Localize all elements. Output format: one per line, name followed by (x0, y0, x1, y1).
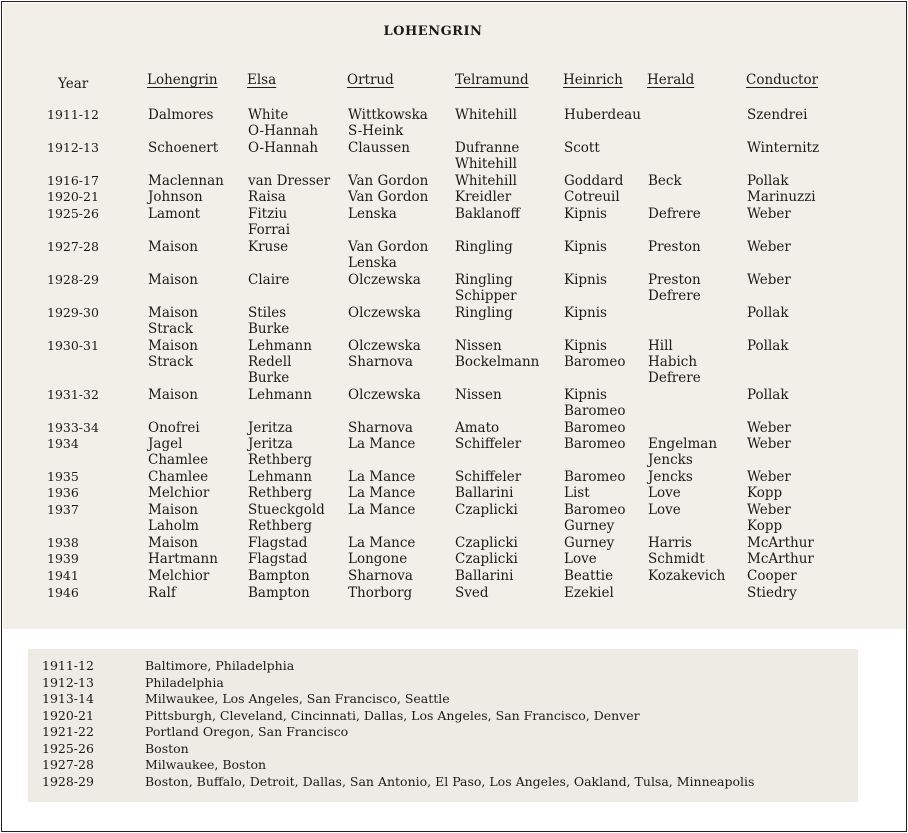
cell-herald: Jencks (648, 469, 693, 485)
table-row (3, 272, 903, 288)
cell-year: 1934 (47, 436, 79, 451)
cell-conductor: Pollak (747, 305, 789, 321)
cell-herald: Preston (648, 272, 701, 288)
cell-herald: Preston (648, 239, 701, 255)
cell-ortrud: La Mance (348, 535, 416, 551)
cell-telramund: Nissen (455, 338, 502, 354)
cell-year: 1911-12 (47, 107, 99, 122)
cell-heinrich: Cotreuil (564, 189, 620, 205)
tour-year: 1921-22 (42, 724, 94, 739)
tour-cities: Portland Oregon, San Francisco (145, 724, 349, 739)
cell-heinrich: Baromeo (564, 502, 626, 518)
table-row (3, 585, 903, 601)
cell-lohengrin: Maison (148, 305, 198, 321)
cell-year: 1939 (47, 551, 79, 566)
cell-heinrich: Kipnis (564, 206, 607, 222)
cell-lohengrin: Maison (148, 535, 198, 551)
cell-heinrich: Beattie (564, 568, 614, 584)
table-row (3, 420, 903, 436)
cell-telramund: Whitehill (455, 156, 517, 172)
table-row (3, 387, 903, 403)
cell-year: 1936 (47, 485, 79, 500)
cell-conductor: Pollak (747, 173, 789, 189)
table-row (3, 255, 903, 271)
cell-ortrud: S-Heink (348, 123, 404, 139)
cell-heinrich: Baromeo (564, 403, 626, 419)
cell-lohengrin: Maclennan (148, 173, 224, 189)
cell-year: 1925-26 (47, 206, 99, 221)
cell-herald: Engelman (648, 436, 718, 452)
cell-telramund: Kreidler (455, 189, 512, 205)
cell-lohengrin: Onofrei (148, 420, 200, 436)
table-row (3, 206, 903, 222)
header-herald: Herald (647, 72, 695, 88)
cell-ortrud: Olczewska (348, 338, 421, 354)
header-elsa: Elsa (247, 72, 277, 88)
tour-year: 1927-28 (42, 757, 94, 772)
cell-telramund: Ringling (455, 305, 513, 321)
cell-ortrud: Longone (348, 551, 408, 567)
cell-year: 1938 (47, 535, 79, 550)
cell-telramund: Bockelmann (455, 354, 540, 370)
cell-heinrich: Baromeo (564, 420, 626, 436)
table-row (3, 288, 903, 304)
cell-herald: Defrere (648, 288, 701, 304)
table-row (3, 305, 903, 321)
cell-ortrud: Thorborg (348, 585, 413, 601)
table-row (3, 140, 903, 156)
table-row (3, 338, 903, 354)
tour-row (28, 724, 858, 740)
cell-telramund: Nissen (455, 387, 502, 403)
cell-elsa: Burke (248, 370, 290, 386)
table-row (3, 123, 903, 139)
tour-cities: Pittsburgh, Cleveland, Cincinnati, Dallas, Los Angeles, San Francisco, Denver (145, 707, 640, 723)
cell-lohengrin: Ralf (148, 585, 176, 601)
cell-conductor: Weber (747, 420, 791, 436)
tour-row (28, 691, 858, 707)
cell-conductor: McArthur (747, 551, 814, 567)
cell-heinrich: Goddard (564, 173, 624, 189)
cell-herald: Habich (648, 354, 698, 370)
cell-year: 1933-34 (47, 420, 99, 435)
cell-herald: Beck (648, 173, 682, 189)
cell-elsa: Forrai (248, 222, 291, 238)
cell-herald: Kozakevich (648, 568, 726, 584)
cell-ortrud: Sharnova (348, 354, 413, 370)
table-row (3, 403, 903, 419)
cell-ortrud: Olczewska (348, 387, 421, 403)
cell-lohengrin: Chamlee (148, 469, 209, 485)
cell-conductor: McArthur (747, 535, 814, 551)
cell-ortrud: La Mance (348, 436, 416, 452)
cell-elsa: Rethberg (248, 485, 312, 501)
header-heinrich: Heinrich (563, 72, 623, 88)
cell-telramund: Dufranne (455, 140, 520, 156)
cell-herald: Schmidt (648, 551, 705, 567)
cell-year: 1935 (47, 469, 79, 484)
cell-telramund: Schipper (455, 288, 517, 304)
cell-ortrud: Van Gordon (348, 239, 429, 255)
tour-row (28, 658, 858, 674)
cell-year: 1937 (47, 502, 79, 517)
table-row (3, 321, 903, 337)
cell-elsa: Redell (248, 354, 292, 370)
cell-lohengrin: Johnson (148, 189, 203, 205)
cell-year: 1912-13 (47, 140, 99, 155)
header-ortrud: Ortrud (347, 72, 394, 88)
cell-lohengrin: Strack (148, 354, 193, 370)
cell-lohengrin: Maison (148, 387, 198, 403)
cell-conductor: Pollak (747, 338, 789, 354)
cell-elsa: Burke (248, 321, 290, 337)
cell-elsa: Bampton (248, 585, 310, 601)
header-lohengrin: Lohengrin (147, 72, 218, 88)
table-row (3, 354, 903, 370)
cell-conductor: Weber (747, 206, 791, 222)
cell-year: 1929-30 (47, 305, 99, 320)
cell-lohengrin: Maison (148, 239, 198, 255)
cell-telramund: Ringling (455, 272, 513, 288)
cell-conductor: Weber (747, 436, 791, 452)
cell-heinrich: Kipnis (564, 239, 607, 255)
cell-ortrud: La Mance (348, 485, 416, 501)
cell-ortrud: Sharnova (348, 420, 413, 436)
table-row (3, 436, 903, 452)
cell-conductor: Pollak (747, 387, 789, 403)
cell-heinrich: Kipnis (564, 338, 607, 354)
cell-ortrud: Van Gordon (348, 189, 429, 205)
table-row (3, 239, 903, 255)
cell-herald: Love (648, 502, 681, 518)
cell-elsa: Fitziu (248, 206, 288, 222)
cell-lohengrin: Maison (148, 338, 198, 354)
cell-lohengrin: Melchior (148, 568, 210, 584)
cell-conductor: Weber (747, 469, 791, 485)
table-row (3, 568, 903, 584)
cell-elsa: Claire (248, 272, 290, 288)
tour-row (28, 675, 858, 691)
cell-elsa: Lehmann (248, 387, 312, 403)
table-row (3, 485, 903, 501)
tour-row (28, 774, 858, 790)
cell-year: 1931-32 (47, 387, 99, 402)
header-conductor: Conductor (746, 72, 819, 88)
cell-telramund: Amato (455, 420, 500, 436)
cell-year: 1927-28 (47, 239, 99, 254)
cell-elsa: Bampton (248, 568, 310, 584)
tour-cities: Boston (145, 740, 189, 756)
cell-heinrich: Huberdeau (564, 107, 641, 123)
cell-ortrud: Van Gordon (348, 173, 429, 189)
tour-cities: Baltimore, Philadelphia (145, 658, 295, 673)
cell-conductor: Winternitz (747, 140, 820, 156)
cell-heinrich: Baromeo (564, 436, 626, 452)
table-row (3, 502, 903, 518)
cell-elsa: Jeritza (248, 420, 293, 436)
cell-telramund: Czaplicki (455, 502, 518, 518)
header-telramund: Telramund (455, 72, 529, 88)
table-row (3, 535, 903, 551)
cell-year: 1930-31 (47, 338, 99, 353)
cell-telramund: Ballarini (455, 568, 514, 584)
tour-cities: Philadelphia (145, 674, 224, 690)
cell-ortrud: Claussen (348, 140, 410, 156)
cell-conductor: Weber (747, 272, 791, 288)
cell-ortrud: Wittkowska (348, 107, 428, 123)
cell-year: 1916-17 (47, 173, 99, 188)
cell-heinrich: Baromeo (564, 354, 626, 370)
cell-heinrich: Scott (564, 140, 600, 156)
tour-year: 1925-26 (42, 740, 94, 756)
tour-year: 1912-13 (42, 674, 94, 690)
cell-year: 1928-29 (47, 272, 99, 287)
cell-conductor: Stiedry (747, 585, 797, 601)
cell-ortrud: Sharnova (348, 568, 413, 584)
cell-heinrich: Love (564, 551, 597, 567)
cell-year: 1946 (47, 585, 79, 600)
tour-cities: Boston, Buffalo, Detroit, Dallas, San Antonio, El Paso, Los Angeles, Oakland, Tulsa, Minneapolis (145, 773, 755, 789)
table-row (3, 173, 903, 189)
cell-elsa: Lehmann (248, 469, 312, 485)
tour-year: 1920-21 (42, 707, 94, 723)
cell-heinrich: Gurney (564, 535, 615, 551)
cell-heinrich: Ezekiel (564, 585, 614, 601)
cell-elsa: Rethberg (248, 452, 312, 468)
cell-telramund: Baklanoff (455, 206, 520, 222)
cell-telramund: Czaplicki (455, 551, 518, 567)
cell-heinrich: Kipnis (564, 272, 607, 288)
table-row (3, 107, 903, 123)
cell-lohengrin: Schoenert (148, 140, 219, 156)
table-row (3, 518, 903, 534)
cell-lohengrin: Maison (148, 502, 198, 518)
cell-conductor: Szendrei (747, 107, 808, 123)
cell-herald: Defrere (648, 206, 701, 222)
cell-elsa: Stiles (248, 305, 287, 321)
cell-elsa: Jeritza (248, 436, 293, 452)
cell-elsa: Raisa (248, 189, 286, 205)
cell-telramund: Whitehill (455, 107, 517, 123)
tour-year: 1928-29 (42, 773, 94, 789)
cell-lohengrin: Strack (148, 321, 193, 337)
header-year: Year (58, 76, 89, 92)
cell-lohengrin: Lamont (148, 206, 201, 222)
table-row (3, 452, 903, 468)
tour-cities: Milwaukee, Boston (145, 757, 267, 772)
cell-conductor: Weber (747, 502, 791, 518)
cell-ortrud: Lenska (348, 206, 397, 222)
table-row (3, 370, 903, 386)
cell-telramund: Ballarini (455, 485, 514, 501)
cell-elsa: Kruse (248, 239, 289, 255)
cell-lohengrin: Maison (148, 272, 198, 288)
table-row (3, 222, 903, 238)
tour-row (28, 708, 858, 724)
tour-cities: Milwaukee, Los Angeles, San Francisco, Seattle (145, 691, 450, 706)
cell-elsa: O-Hannah (248, 140, 319, 156)
table-row (3, 551, 903, 567)
cell-telramund: Sved (455, 585, 489, 601)
cell-conductor: Weber (747, 239, 791, 255)
tour-row (28, 757, 858, 773)
cell-telramund: Ringling (455, 239, 513, 255)
cell-lohengrin: Laholm (148, 518, 199, 534)
cell-herald: Harris (648, 535, 692, 551)
tour-list (28, 649, 858, 802)
tour-year: 1911-12 (42, 658, 94, 673)
cell-herald: Jencks (648, 452, 693, 468)
cell-herald: Love (648, 485, 681, 501)
cell-ortrud: Lenska (348, 255, 397, 271)
cell-lohengrin: Jagel (148, 436, 183, 452)
cell-elsa: Lehmann (248, 338, 312, 354)
tour-year: 1913-14 (42, 691, 94, 706)
cell-heinrich: Baromeo (564, 469, 626, 485)
cell-ortrud: Olczewska (348, 305, 421, 321)
cell-conductor: Marinuzzi (747, 189, 816, 205)
cell-lohengrin: Dalmores (148, 107, 214, 123)
table-row (3, 156, 903, 172)
table-row (3, 189, 903, 205)
cell-conductor: Cooper (747, 568, 797, 584)
cell-telramund: Czaplicki (455, 535, 518, 551)
cell-elsa: White (248, 107, 289, 123)
cell-telramund: Whitehill (455, 173, 517, 189)
table-row (3, 469, 903, 485)
cell-heinrich: Kipnis (564, 387, 607, 403)
cell-year: 1941 (47, 568, 79, 583)
tour-row (28, 741, 858, 757)
cell-conductor: Kopp (747, 485, 783, 501)
cell-telramund: Schiffeler (455, 469, 522, 485)
cell-conductor: Kopp (747, 518, 783, 534)
cell-ortrud: La Mance (348, 502, 416, 518)
cell-lohengrin: Chamlee (148, 452, 209, 468)
cell-heinrich: List (564, 485, 590, 501)
cell-ortrud: Olczewska (348, 272, 421, 288)
cast-table-page (3, 3, 906, 629)
cell-elsa: Flagstad (248, 535, 308, 551)
cell-lohengrin: Melchior (148, 485, 210, 501)
cell-elsa: O-Hannah (248, 123, 319, 139)
cell-ortrud: La Mance (348, 469, 416, 485)
cell-year: 1920-21 (47, 189, 99, 204)
cell-elsa: van Dresser (248, 173, 331, 189)
cell-heinrich: Gurney (564, 518, 615, 534)
cell-elsa: Rethberg (248, 518, 312, 534)
cell-herald: Hill (648, 338, 673, 354)
cell-heinrich: Kipnis (564, 305, 607, 321)
cell-telramund: Schiffeler (455, 436, 522, 452)
page-title: LOHENGRIN (383, 24, 483, 39)
cell-lohengrin: Hartmann (148, 551, 218, 567)
cell-elsa: Stueckgold (248, 502, 325, 518)
cell-herald: Defrere (648, 370, 701, 386)
cell-elsa: Flagstad (248, 551, 308, 567)
